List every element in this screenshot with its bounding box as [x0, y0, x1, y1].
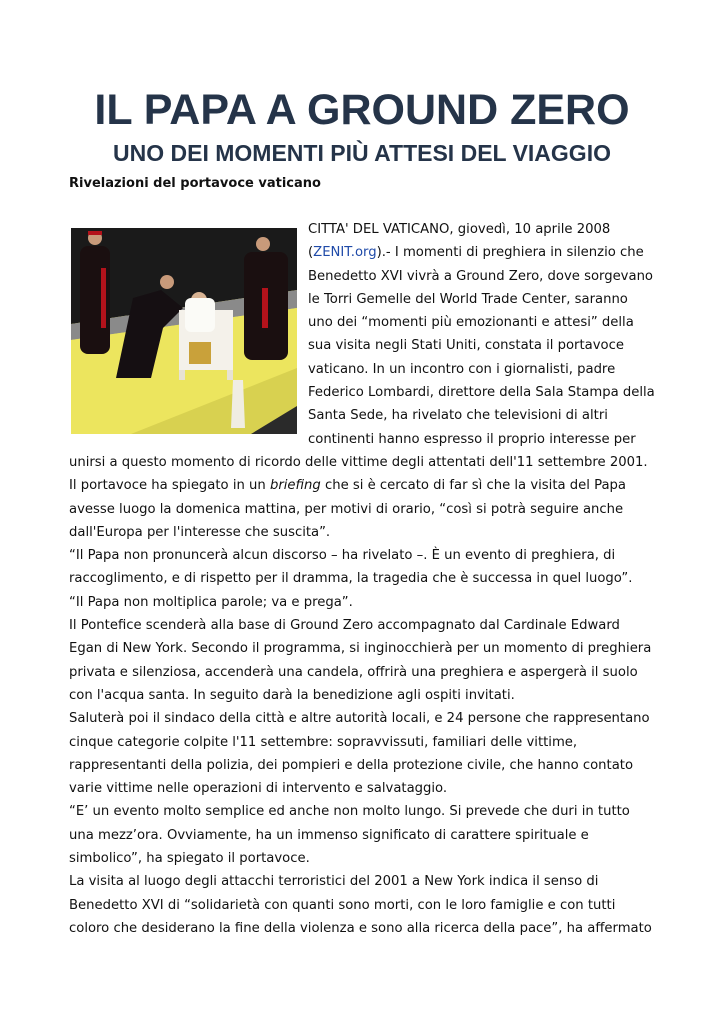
- article-paragraph-2: [69, 474, 655, 544]
- zenit-link[interactable]: ZENIT.org: [313, 245, 377, 261]
- paragraph-2-em: briefing: [269, 478, 321, 494]
- article-paragraph-3: “Il Papa non pronuncerà alcun discorso – ha rivelato –. È un evento di preghiera, di raccoglimento, e di rispetto per il dramma, la tragedia che è successa in quel luogo”.: [69, 548, 633, 587]
- article-paragraph-7: “E’ un evento molto semplice ed anche non molto lungo. Si prevede che duri in tutto una mezz’ora. Ovviamente, ha un immenso significato di carattere spirituale e simbolico”, ha spiegato il portavoce.: [69, 804, 630, 867]
- article-paragraph-6: Saluterà poi il sindaco della città e altre autorità locali, e 24 persone che rappresentano cinque categorie colpite l'11 settembre: sopravvissuti, familiari delle vittime, rappresentanti della polizia, dei pompieri e della protezione civile, che hanno contato varie vittime nelle operazioni di intervento e salvataggio.: [69, 711, 650, 797]
- paragraph-2-start: Il portavoce ha spiegato in un: [69, 478, 270, 494]
- page-title: IL PAPA A GROUND ZERO: [94, 86, 630, 134]
- dateline-text: CITTA' DEL VATICANO, giovedì, 10 aprile 2008 (: [308, 222, 611, 261]
- article-paragraph-5: Il Pontefice scenderà alla base di Ground Zero accompagnato dal Cardinale Edward Egan di New York. Secondo il programma, si inginocchierà per un momento di preghiera privata e silenziosa, accenderà una candela, offrirà una preghiera e aspergerà il suolo con l'acqua santa. In seguito darà la benedizione agli ospiti invitati.: [69, 618, 652, 703]
- paragraph-2-end: che si è cercato di far sì che la visita del Papa avesse luogo la domenica mattina, per motivi di orario, “così si potrà seguire anche dall'Europa per l'interesse che suscita”.: [69, 478, 626, 540]
- photo-spacer: [69, 218, 308, 448]
- article-body: [69, 218, 655, 940]
- article-paragraph-4: “Il Papa non moltiplica parole; va e prega”.: [69, 594, 353, 610]
- kicker-line: Rivelazioni del portavoce vaticano: [69, 176, 321, 191]
- article-paragraph-8: La visita al luogo degli attacchi terroristici del 2001 a New York indica il senso di Benedetto XVI di “solidarietà con quanti sono morti, con le loro famiglie e con tutti coloro che desiderano la fine della violenza e sono alla ricerca della pace”, ha affermato: [69, 874, 652, 936]
- paragraph-1-text: ).- I momenti di preghiera in silenzio che Benedetto XVI vivrà a Ground Zero, dove sorgevano le Torri Gemelle del World Trade Center, saranno uno dei “momenti più emozionanti e attesi” della sua visita negli Stati Uniti, constata il portavoce vaticano. In un incontro con i giornalisti, padre Federico Lombardi, direttore della Sala Stampa della Santa Sede, ha rivelato che televisioni di altri continenti hanno espresso il proprio interesse per unirsi a questo momento di ricordo delle vittime degli attentati dell'11 settembre 2001.: [69, 245, 655, 470]
- page-subtitle: UNO DEI MOMENTI PIÙ ATTESI DEL VIAGGIO: [113, 140, 611, 166]
